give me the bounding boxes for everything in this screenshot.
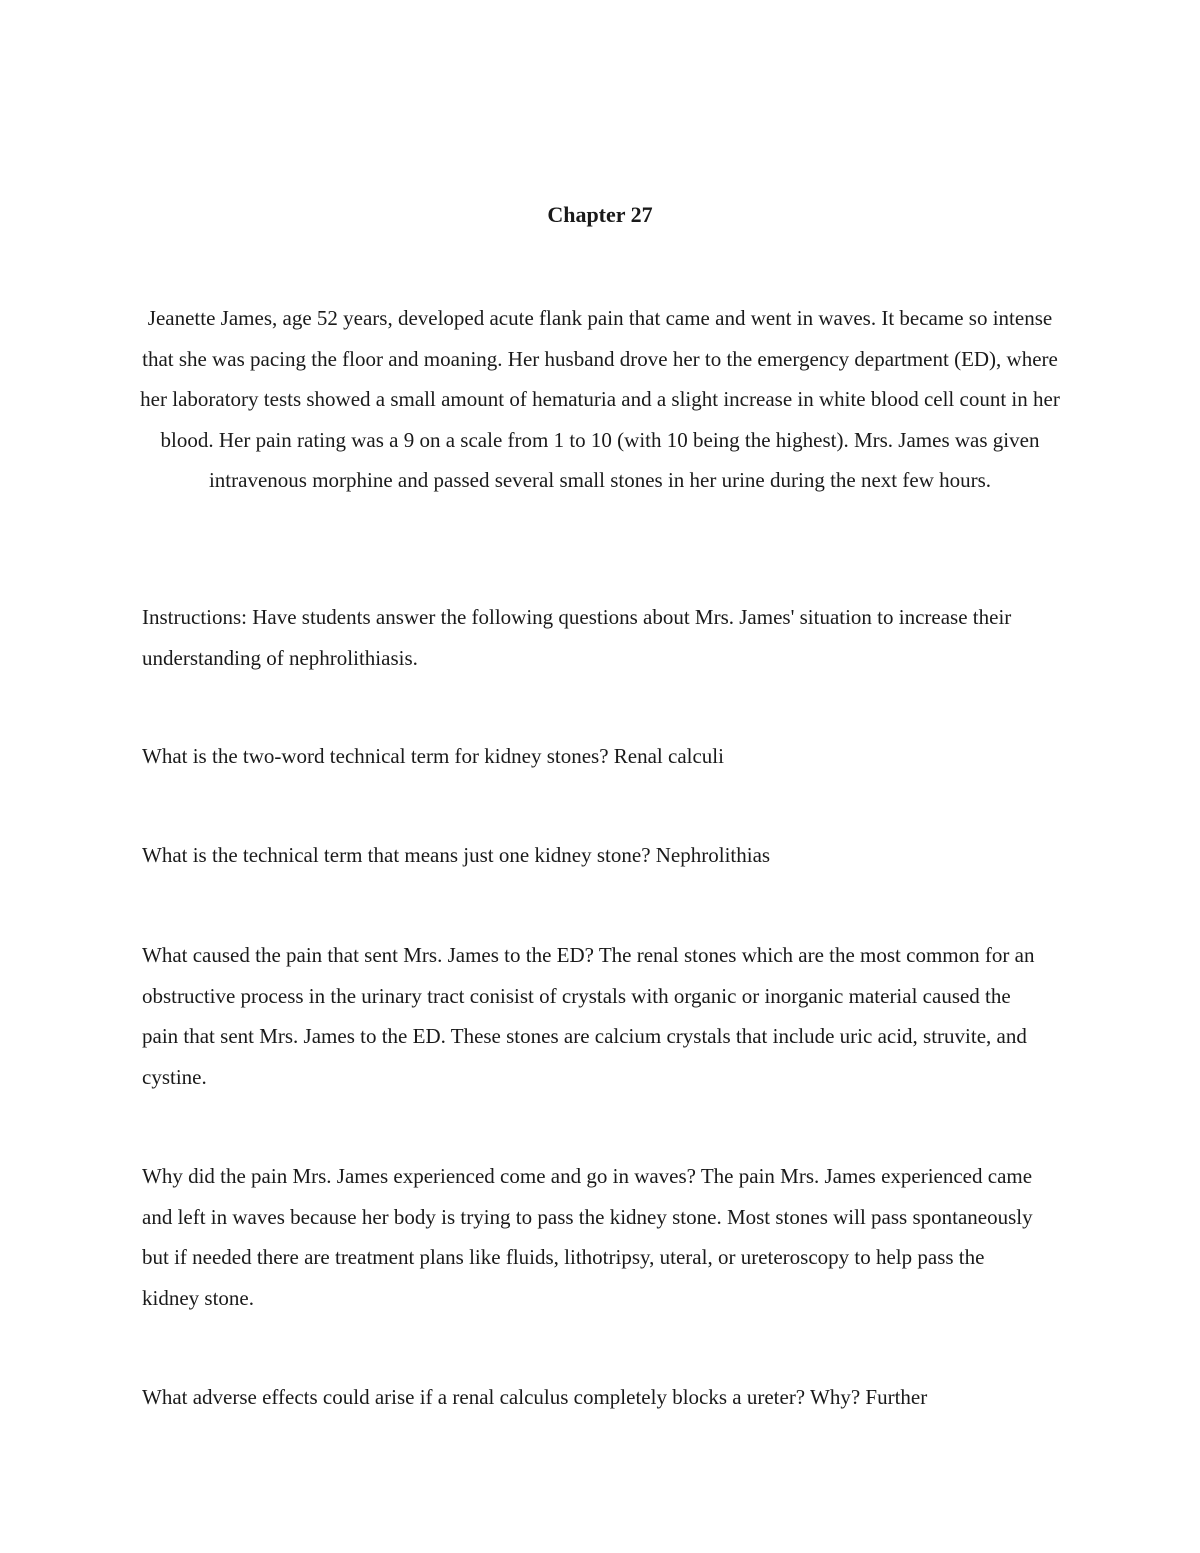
question-answer-4: Why did the pain Mrs. James experienced come and go in waves? The pain Mrs. James experienced came and left in waves because her body is trying to pass the kidney stone. Most stones will pass spontaneously but if needed there are treatment plans like fluids, lithotripsy, uteral, or ureteroscopy to help pass the kidney stone. xyxy=(142,1164,1033,1310)
question-answer-5: What adverse effects could arise if a renal calculus completely blocks a ureter? Why? Further xyxy=(142,1385,928,1409)
question-answer-3: What caused the pain that sent Mrs. James to the ED? The renal stones which are the most common for an obstructive process in the urinary tract conisist of crystals with organic or inorganic material caused the pain that sent Mrs. James to the ED. These stones are calcium crystals that include uric acid, struvite, and cystine. xyxy=(142,943,1035,1089)
case-study-paragraph: Jeanette James, age 52 years, developed acute flank pain that came and went in waves. It became so intense that she was pacing the floor and moaning. Her husband drove her to the emergency department (ED), where her laboratory tests showed a small amount of hematuria and a slight increase in white blood cell count in her blood. Her pain rating was a 9 on a scale from 1 to 10 (with 10 being the highest). Mrs. James was given intravenous morphine and passed several small stones in her urine during the next few hours. xyxy=(140,306,1060,492)
question-answer-2: What is the technical term that means just one kidney stone? Nephrolithias xyxy=(142,843,771,867)
question-answer-1: What is the two-word technical term for kidney stones? Renal calculi xyxy=(142,744,724,768)
chapter-title: Chapter 27 xyxy=(547,202,653,227)
instructions-paragraph: Instructions: Have students answer the following questions about Mrs. James' situation to increase their understanding of nephrolithiasis. xyxy=(142,605,1012,670)
